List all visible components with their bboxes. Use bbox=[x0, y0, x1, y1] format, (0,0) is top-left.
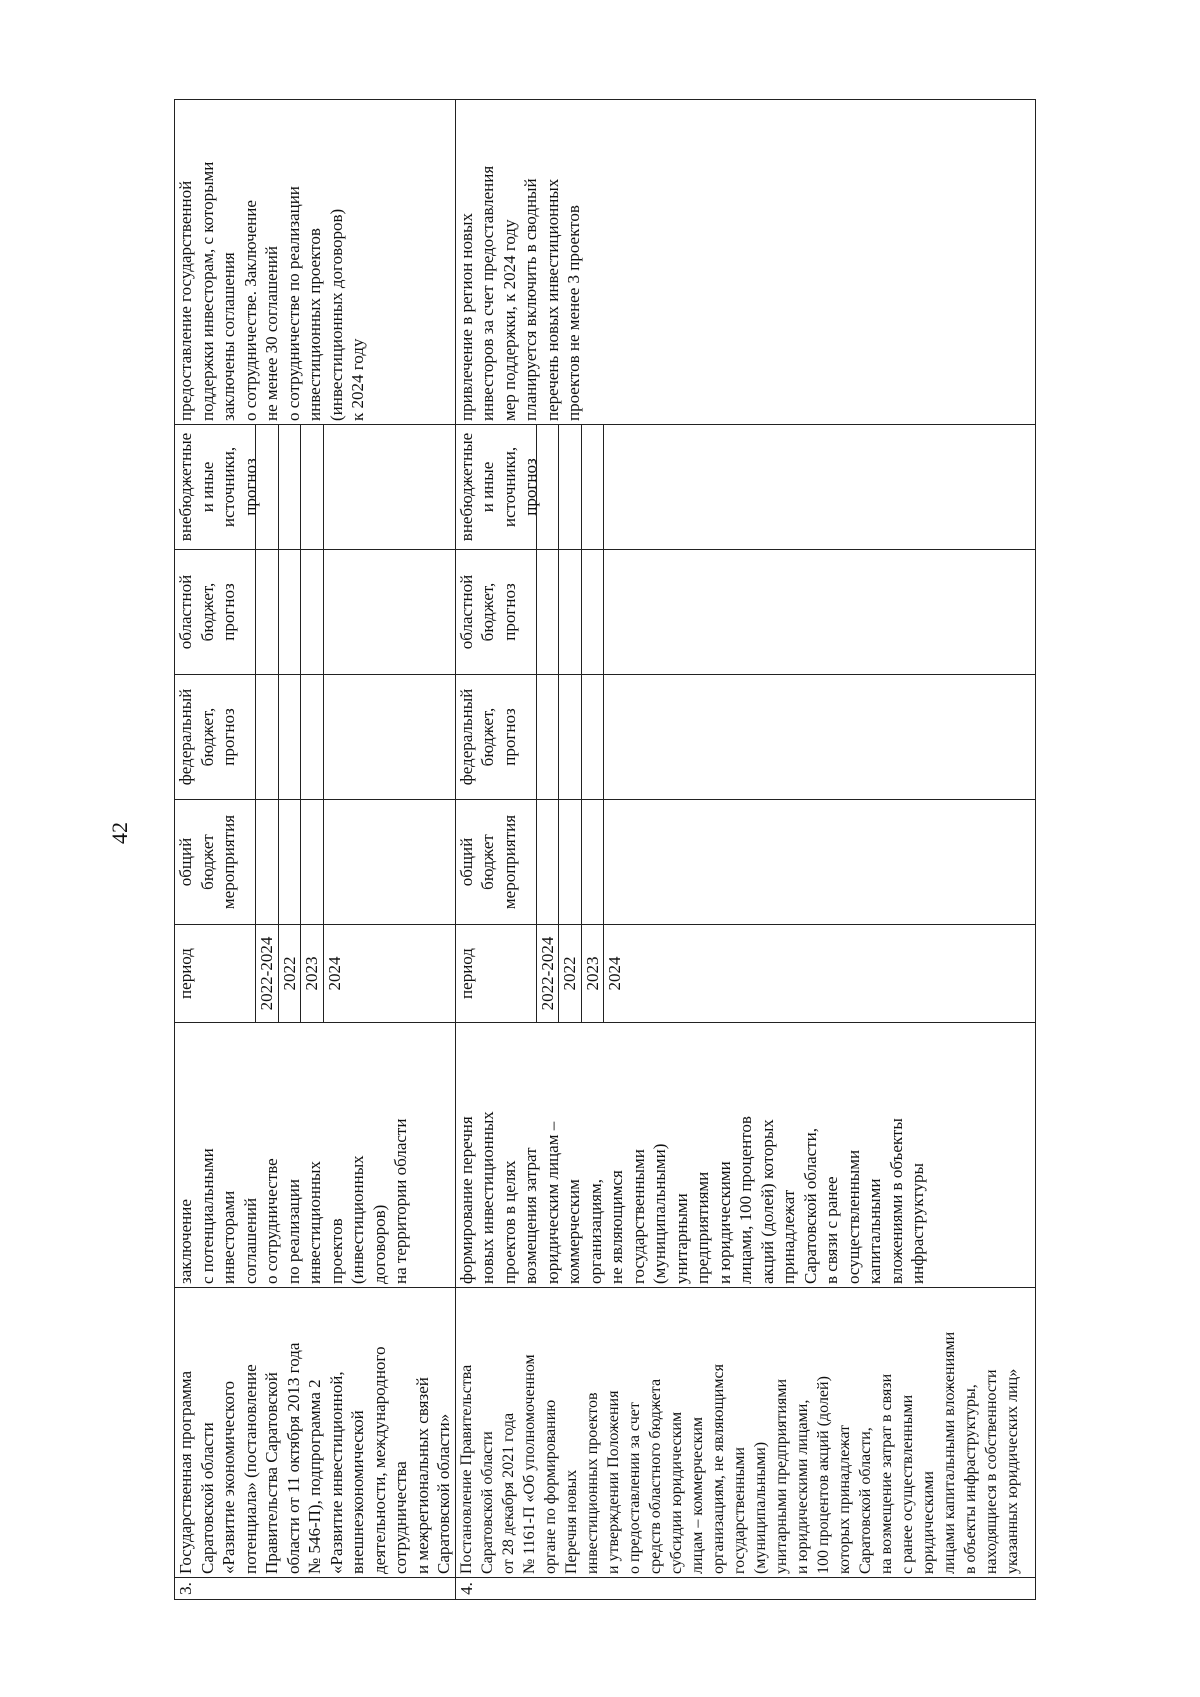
regional-budget-header: областной бюджет, прогноз bbox=[456, 574, 519, 650]
total-budget-header: общий бюджет мероприятия bbox=[456, 814, 519, 910]
program-cell: Государственная программа Саратовской области «Развитие экономического потенциала» (постановление Правительства Саратовской области от 11 октября 2013 года № 546-П), подпрограмма 2 «Развитие инвестиционной, внешнеэкономической деятельности, международного сотрудничества и межрегиональных связей Саратовской области» bbox=[175, 1288, 456, 1578]
period-header: период bbox=[176, 948, 195, 999]
regional-budget-cell bbox=[175, 550, 456, 675]
period-value: 2022 bbox=[278, 925, 301, 1022]
period-value: 2024 bbox=[323, 925, 346, 1022]
federal-budget-cell bbox=[175, 675, 456, 800]
row-number: 4. bbox=[455, 1578, 1035, 1600]
program-table bbox=[174, 99, 1036, 1600]
page-number: 42 bbox=[107, 822, 132, 844]
period-value: 2022 bbox=[558, 925, 581, 1022]
total-budget-cell bbox=[455, 800, 1035, 925]
total-budget-cell bbox=[175, 800, 456, 925]
period-value: 2024 bbox=[603, 925, 626, 1022]
period-value: 2022-2024 bbox=[536, 925, 559, 1022]
measure-cell: заключение с потенциальными инвесторами соглашений о сотрудничестве по реализации инвестиционных проектов (инвестиционных договоров) на территории области bbox=[175, 1023, 456, 1288]
period-value: 2022-2024 bbox=[255, 925, 278, 1022]
row-number: 3. bbox=[175, 1578, 456, 1600]
extra-budget-cell bbox=[455, 425, 1035, 550]
result-cell: привлечение в регион новых инвесторов за счет предоставления мер поддержки, к 2024 году планируется включить в сводный перечень новых инвестиционных проектов не менее 3 проектов bbox=[455, 100, 1035, 425]
table-row bbox=[455, 100, 1035, 1600]
table-row bbox=[175, 100, 456, 1600]
federal-budget-header: федеральный бюджет, прогноз bbox=[456, 688, 519, 786]
program-cell: Постановление Правительства Саратовской области от 28 декабря 2021 года № 1161-П «Об уполномоченном органе по формированию Перечня новых инвестиционных проектов и утверждении Положения о предоставлении за счет средств областного бюджета субсидии юридическим лицам – коммерческим организациям, не являющимся государственными (муниципальными) унитарными предприятиями и юридическими лицами, 100 процентов акций (долей) которых принадлежат Саратовской области, на возмещение затрат в связи с ранее осуществленными юридическими лицами капитальными вложениями в объекты инфраструктуры, находящиеся в собственности указанных юридических лиц» bbox=[455, 1288, 1035, 1578]
federal-budget-header: федеральный бюджет, прогноз bbox=[176, 688, 238, 786]
federal-budget-cell bbox=[455, 675, 1035, 800]
regional-budget-cell bbox=[455, 550, 1035, 675]
rotated-table-sheet bbox=[174, 100, 1054, 1600]
total-budget-header: общий бюджет мероприятия bbox=[176, 814, 238, 910]
period-cell bbox=[175, 925, 456, 1023]
result-cell: предоставление государственной поддержки инвесторам, с которыми заключены соглашения о сотрудничестве. Заключение не менее 30 соглашений о сотрудничестве по реализации инвестиционных проектов (инвестиционных договоров) к 2024 году bbox=[175, 100, 456, 425]
extra-budget-cell bbox=[175, 425, 456, 550]
period-cell bbox=[455, 925, 1035, 1023]
period-value: 2023 bbox=[581, 925, 604, 1022]
extra-budget-header: внебюджетные и иные источники, прогноз bbox=[456, 432, 540, 542]
regional-budget-header: областной бюджет, прогноз bbox=[176, 574, 238, 650]
extra-budget-header: внебюджетные и иные источники, прогноз bbox=[176, 432, 260, 542]
measure-cell: формирование перечня новых инвестиционных проектов в целях возмещения затрат юридическим лицам – коммерческим организациям, не являющимся государственными (муниципальными) унитарными предприятиями и юридическими лицами, 100 процентов акций (долей) которых принадлежат Саратовской области, в связи с ранее осуществленными капитальными вложениями в объекты инфраструктуры bbox=[455, 1023, 1035, 1288]
period-header: период bbox=[456, 948, 476, 999]
period-value: 2023 bbox=[300, 925, 323, 1022]
